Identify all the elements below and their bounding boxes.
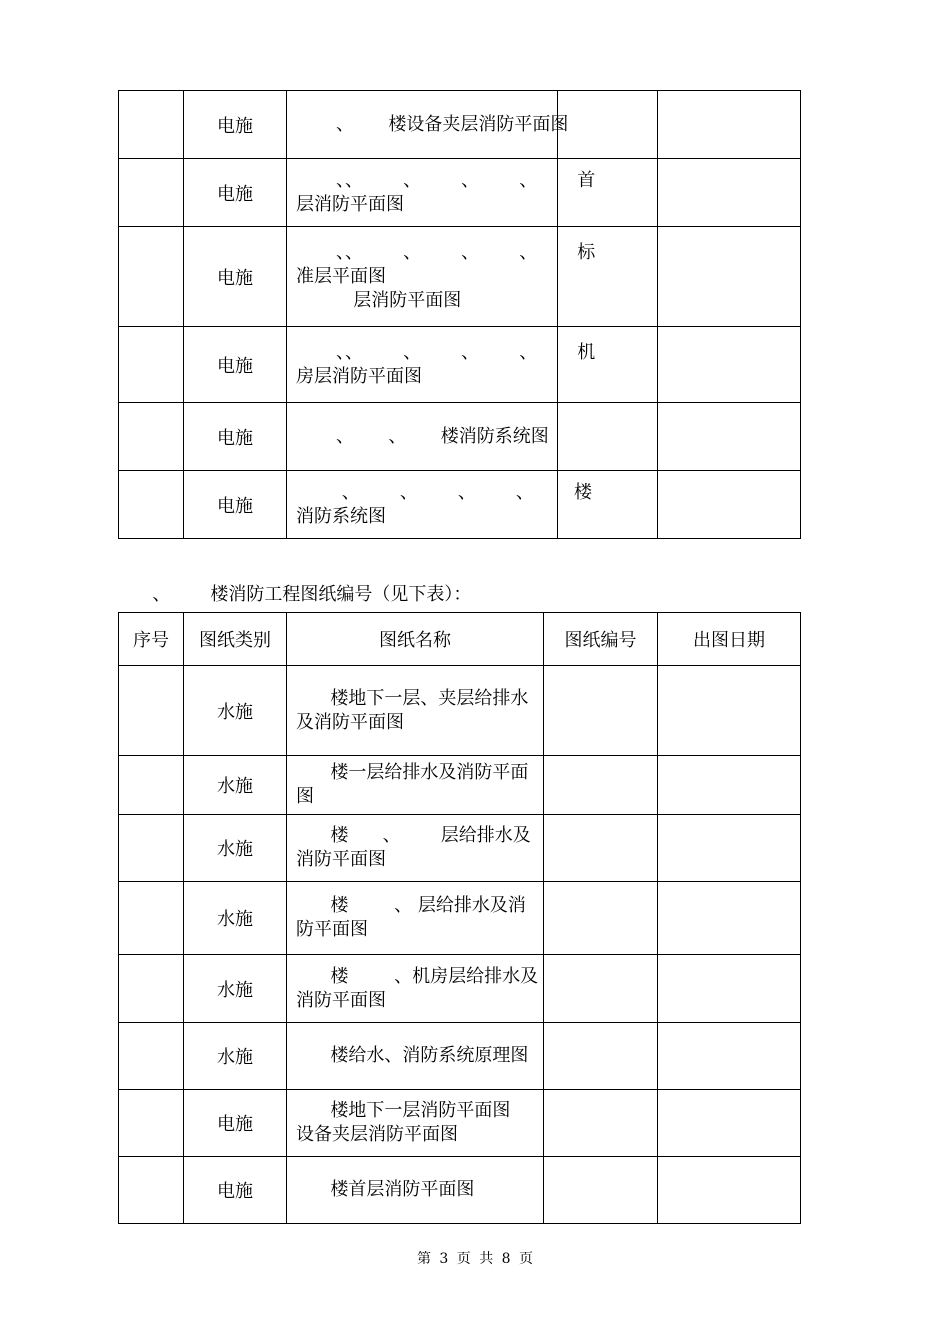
issue-date-cell bbox=[658, 1090, 801, 1157]
seq-cell bbox=[119, 1023, 184, 1090]
drawing-name-cell bbox=[287, 1023, 544, 1090]
drawing-table-continued bbox=[118, 90, 801, 539]
category-cell: 水施 bbox=[184, 1023, 287, 1090]
seq-cell bbox=[119, 227, 184, 327]
table-row bbox=[119, 327, 801, 403]
drawing-code-cell bbox=[558, 403, 658, 471]
section-title: 、 楼消防工程图纸编号（见下表）： bbox=[118, 584, 472, 605]
drawing-name-line: 楼给水、消防系统原理图 bbox=[296, 1045, 529, 1066]
header-seq: 序号 bbox=[119, 613, 184, 666]
issue-date-cell bbox=[658, 756, 801, 815]
seq-cell bbox=[119, 815, 184, 882]
drawing-code-cell bbox=[544, 1157, 658, 1224]
issue-date-cell bbox=[658, 327, 801, 403]
table-row bbox=[119, 955, 801, 1023]
category-cell: 电施 bbox=[184, 1090, 287, 1157]
seq-cell bbox=[119, 91, 184, 159]
drawing-code-cell bbox=[544, 756, 658, 815]
drawing-name-line: 楼首层消防平面图 bbox=[296, 1179, 475, 1200]
drawing-name-cell bbox=[287, 403, 558, 471]
category-cell: 电施 bbox=[184, 91, 287, 159]
drawing-name-line: 楼 、 层给排水及 bbox=[296, 825, 531, 846]
drawing-name-line: 、、 、 、 、 标 bbox=[296, 241, 596, 263]
drawing-name-cell bbox=[287, 159, 596, 227]
drawing-name-line: 准层平面图 bbox=[296, 265, 386, 287]
issue-date-cell bbox=[658, 403, 801, 471]
header-category: 图纸类别 bbox=[184, 613, 287, 666]
table-row bbox=[119, 159, 801, 227]
drawing-code-cell bbox=[544, 815, 658, 882]
drawing-name-cell bbox=[287, 882, 544, 955]
issue-date-cell bbox=[658, 666, 801, 756]
drawing-code-cell bbox=[544, 1023, 658, 1090]
table-header-row bbox=[119, 613, 801, 666]
issue-date-cell bbox=[658, 882, 801, 955]
drawing-name-line: 楼 、机房层给排水及 bbox=[296, 965, 539, 987]
category-cell: 水施 bbox=[184, 955, 287, 1023]
drawing-name-line: 楼地下一层消防平面图 bbox=[296, 1100, 511, 1121]
drawing-name-cell bbox=[287, 1157, 544, 1224]
seq-cell bbox=[119, 159, 184, 227]
drawing-name-line: 设备夹层消防平面图 bbox=[296, 1124, 458, 1145]
drawing-name-cell bbox=[287, 327, 596, 403]
category-cell: 水施 bbox=[184, 756, 287, 815]
issue-date-cell bbox=[658, 471, 801, 539]
drawing-name-cell bbox=[287, 666, 544, 756]
category-cell: 水施 bbox=[184, 666, 287, 756]
drawing-code-cell bbox=[558, 159, 658, 227]
drawing-name-cell bbox=[287, 227, 596, 327]
table-row bbox=[119, 882, 801, 955]
seq-cell bbox=[119, 666, 184, 756]
drawing-name-line: 、 楼设备夹层消防平面图 bbox=[296, 113, 569, 135]
issue-date-cell bbox=[658, 955, 801, 1023]
drawing-code-cell bbox=[544, 955, 658, 1023]
page-footer: 第 3 页 共 8 页 bbox=[416, 1251, 534, 1267]
seq-cell bbox=[119, 327, 184, 403]
drawing-name-line: 、、 、 、 、 首 bbox=[296, 169, 596, 191]
drawing-name-cell bbox=[287, 756, 544, 815]
drawing-name-line: 楼一层给排水及消防平面 bbox=[296, 762, 529, 783]
drawing-code-cell bbox=[558, 327, 658, 403]
header-date: 出图日期 bbox=[658, 613, 801, 666]
drawing-name-line: 楼 、 层给排水及消 bbox=[296, 895, 526, 916]
fire-protection-drawing-table bbox=[118, 612, 801, 1224]
issue-date-cell bbox=[658, 91, 801, 159]
drawing-name-line: 防平面图 bbox=[296, 919, 368, 940]
category-cell: 电施 bbox=[184, 403, 287, 471]
drawing-name-line: 消防平面图 bbox=[296, 989, 386, 1011]
header-code: 图纸编号 bbox=[544, 613, 658, 666]
drawing-code-cell bbox=[544, 882, 658, 955]
drawing-code-cell bbox=[558, 91, 658, 159]
drawing-name-line: 层消防平面图 bbox=[296, 193, 404, 215]
seq-cell bbox=[119, 955, 184, 1023]
drawing-name-line: 、 、 楼消防系统图 bbox=[296, 425, 549, 447]
drawing-name-line: 消防系统图 bbox=[296, 505, 386, 527]
drawing-code-cell bbox=[544, 1090, 658, 1157]
table-row bbox=[119, 471, 801, 539]
issue-date-cell bbox=[658, 159, 801, 227]
table-row bbox=[119, 1157, 801, 1224]
category-cell: 电施 bbox=[184, 327, 287, 403]
issue-date-cell bbox=[658, 815, 801, 882]
header-name: 图纸名称 bbox=[287, 613, 544, 666]
table-row bbox=[119, 403, 801, 471]
seq-cell bbox=[119, 756, 184, 815]
table-row bbox=[119, 1023, 801, 1090]
drawing-name-cell bbox=[287, 815, 544, 882]
issue-date-cell bbox=[658, 227, 801, 327]
category-cell: 水施 bbox=[184, 815, 287, 882]
drawing-name-cell bbox=[287, 1090, 544, 1157]
category-cell: 电施 bbox=[184, 159, 287, 227]
table-row bbox=[119, 91, 801, 159]
seq-cell bbox=[119, 403, 184, 471]
table-row bbox=[119, 666, 801, 756]
category-cell: 电施 bbox=[184, 227, 287, 327]
drawing-name-line: 图 bbox=[296, 786, 314, 807]
drawing-name-cell bbox=[287, 955, 544, 1023]
drawing-name-line: 、 、 、 、 楼 bbox=[296, 481, 592, 503]
drawing-name-line: 及消防平面图 bbox=[296, 711, 404, 733]
drawing-name-line: 房层消防平面图 bbox=[296, 365, 422, 387]
drawing-name-cell bbox=[287, 471, 592, 539]
drawing-name-line: 楼地下一层、夹层给排水 bbox=[296, 687, 529, 709]
seq-cell bbox=[119, 471, 184, 539]
table-row bbox=[119, 227, 801, 327]
issue-date-cell bbox=[658, 1157, 801, 1224]
seq-cell bbox=[119, 1090, 184, 1157]
seq-cell bbox=[119, 1157, 184, 1224]
drawing-name-line: 层消防平面图 bbox=[296, 289, 462, 311]
drawing-code-cell bbox=[544, 666, 658, 756]
seq-cell bbox=[119, 882, 184, 955]
drawing-name-line: 消防平面图 bbox=[296, 849, 386, 870]
drawing-name-cell bbox=[287, 91, 569, 159]
table-row bbox=[119, 756, 801, 815]
category-cell: 电施 bbox=[184, 1157, 287, 1224]
drawing-code-cell bbox=[558, 471, 658, 539]
category-cell: 水施 bbox=[184, 882, 287, 955]
drawing-name-line: 、、 、 、 、 机 bbox=[296, 341, 596, 363]
category-cell: 电施 bbox=[184, 471, 287, 539]
table-row bbox=[119, 1090, 801, 1157]
table-row bbox=[119, 815, 801, 882]
issue-date-cell bbox=[658, 1023, 801, 1090]
